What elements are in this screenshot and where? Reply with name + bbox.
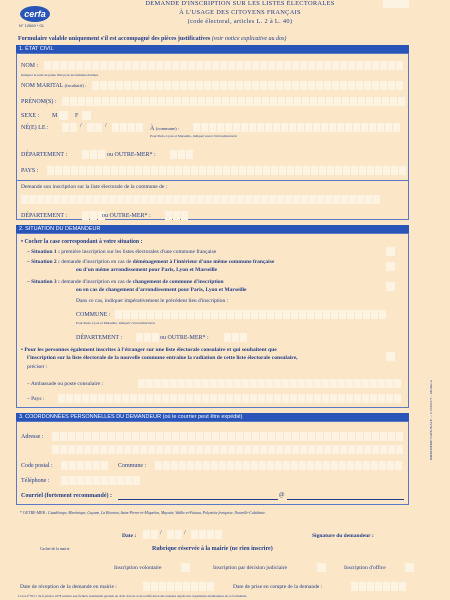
telephone-label: Téléphone : <box>21 478 50 484</box>
cocher-label: • Cocher la case correspondant à votre situation : <box>21 239 143 245</box>
signature-label: Signature du demandeur : <box>312 533 374 539</box>
date-month-field[interactable] <box>167 530 182 539</box>
nom-field[interactable] <box>44 61 403 70</box>
pays-consulaire-label: – Pays : <box>27 396 45 402</box>
insc-volontaire-label: Inscription volontaire <box>114 565 162 571</box>
commune-field[interactable] <box>155 461 402 470</box>
sexe-m-label: M <box>52 113 58 119</box>
prev-commune-hint: Pour Paris, Lyon et Marseille, indiquer l'arrondissement <box>76 321 155 325</box>
date-prise-field[interactable] <box>351 582 406 591</box>
insc-office-label: Inscription d'office <box>344 565 386 571</box>
nom-label: NOM : <box>21 63 39 69</box>
date-label: Date : <box>122 533 137 539</box>
footer-date-sep-1: / <box>160 530 162 536</box>
situation3-checkbox[interactable] <box>386 282 395 291</box>
form-title-line2: À L'USAGE DES CITOYENS FRANÇAIS <box>179 9 301 16</box>
sexe-f-checkbox[interactable] <box>82 111 91 120</box>
date-reception-label: Date de réception de la demande en mairie : <box>20 584 117 590</box>
insc-judiciaire-label: Inscription par décision judiciaire <box>213 565 288 571</box>
situation1-line: – Situation 1 : première inscription sur les listes électorales d'une commune française <box>27 249 217 255</box>
birth-commune-hint: Pour Paris, Lyon et Marseille, indiquer aussi l'arrondissement <box>150 134 237 138</box>
notice-line: Formulaire valable uniquement s'il est accompagné des pièces justificatives (voir notice explicative au dos) <box>18 36 287 42</box>
insc-volontaire-checkbox[interactable] <box>181 563 190 572</box>
date-sep-1: / <box>80 123 82 129</box>
footer-date-sep-2: / <box>184 530 186 536</box>
ambassade-field[interactable] <box>138 379 401 388</box>
cachet-label: Cachet de la mairie <box>40 547 70 551</box>
birth-year-field[interactable] <box>112 123 143 132</box>
etranger-checkbox[interactable] <box>386 352 395 361</box>
courriel-at: @ <box>279 492 285 498</box>
insc-office-checkbox[interactable] <box>405 563 414 572</box>
sexe-f-label: F <box>75 113 79 119</box>
imprimerie-sidebar: IMPRIMERIE NATIONALE — 0 101823 Y – Modèle A <box>429 380 433 461</box>
section2-title: 2. SITUATION DU DEMANDEUR <box>16 225 409 233</box>
courriel-field-user[interactable] <box>118 499 278 500</box>
sexe-m-checkbox[interactable] <box>59 111 68 120</box>
prenoms-label: PRÉNOM(S) : <box>21 99 57 105</box>
prev-commune-field[interactable] <box>115 310 386 319</box>
date-day-field[interactable] <box>143 530 158 539</box>
etranger-line1: • Pour les personnes également inscrites à l'étranger sur une liste électorale consulaire et qui souhaitent que <box>21 347 277 353</box>
situation3-line2: ou en cas de changement d'arrondissement pour Paris, Lyon et Marseille <box>76 287 247 293</box>
sexe-label: SEXE : <box>21 113 40 119</box>
prev-department-field[interactable] <box>136 333 159 342</box>
birth-commune-label: À (commune) : <box>150 126 179 132</box>
rubrique-label: Rubrique réservée à la mairie (ne rien inscrire) <box>152 546 273 552</box>
prev-outremer-field[interactable] <box>224 333 247 342</box>
pays-consulaire-field[interactable] <box>58 394 401 403</box>
form-title-line3: (code électoral, articles L. 2 à L. 40) <box>187 18 293 25</box>
etranger-line2: l'inscription sur la liste électorale de la nouvelle commune entraîne la radiation de cette liste électorale consulaire, <box>27 355 298 361</box>
prev-department-label: DÉPARTEMENT : <box>76 335 123 341</box>
situation3-line1: – Situation 3 : demande d'inscription en cas de changement de commune d'inscription <box>27 279 224 285</box>
prenoms-field[interactable] <box>62 97 405 106</box>
insc-judiciaire-checkbox[interactable] <box>317 563 326 572</box>
birth-outremer-field[interactable] <box>170 150 193 159</box>
ambassade-label: – Ambassade ou poste consulaire : <box>27 381 103 387</box>
form-number: N° 12669 * 01 <box>19 23 44 28</box>
telephone-field[interactable] <box>61 476 140 485</box>
outre-mer-note: * OUTRE-MER : Guadeloupe, Martinique, Guyane, La Réunion, Saint-Pierre-et-Miquelon, Mayotte, Wallis-et-Futuna, Polynésie française, Nouvelle-Calédonie. <box>20 511 266 515</box>
inscription-outremer-label: ou OUTRE-MER* : <box>102 213 151 219</box>
situation2-line1: – Situation 2 : demande d'inscription en cas de déménagement à l'intérieur d'une même commune française <box>27 259 275 265</box>
birth-department-field[interactable] <box>82 150 105 159</box>
demande-commune-field[interactable] <box>21 195 380 204</box>
inscription-department-label: DÉPARTEMENT : <box>21 213 68 219</box>
inscription-outremer-field[interactable] <box>165 211 188 220</box>
situation2-line2: ou d'un même arrondissement pour Paris, Lyon et Marseille <box>76 267 218 273</box>
situation1-checkbox[interactable] <box>386 247 395 256</box>
cerfa-logo: cerfa <box>20 6 50 22</box>
birth-country-field[interactable] <box>47 166 406 175</box>
divider <box>16 180 409 181</box>
date-sep-2: / <box>105 123 107 129</box>
date-reception-field[interactable] <box>143 582 214 591</box>
adresse-label: Adresse : <box>21 434 44 440</box>
birth-month-field[interactable] <box>87 123 102 132</box>
precedent-label: Dans ce cas, indiquer impérativement le précédent lieu d'inscription : <box>76 298 229 304</box>
nom-hint: Indiquer le nom de jeune fille pour les femmes mariées <box>21 73 99 77</box>
commune-label: Commune : <box>118 463 147 469</box>
date-year-field[interactable] <box>191 530 222 539</box>
bottom-note: La loi n°78-17 du 6 janvier 1978 relative aux fichiers nominatifs garantit un droit d'accès et de rectification des données auprès des organismes destinataires de ce formulaire. <box>18 594 248 598</box>
birth-commune-field[interactable] <box>193 123 400 132</box>
prev-outremer-label: ou OUTRE-MER* : <box>160 335 209 341</box>
code-postal-label: Code postal : <box>21 463 53 469</box>
birth-date-label: NÉ(E) LE : <box>21 125 49 131</box>
section1-title: 1. ÉTAT CIVIL <box>16 45 409 53</box>
birth-country-label: PAYS : <box>21 168 39 174</box>
nom-marital-field[interactable] <box>92 81 403 90</box>
date-prise-label: Date de prise en compte de la demande : <box>233 584 323 590</box>
prev-commune-label: COMMUNE : <box>76 312 111 318</box>
section3-title: 3. COORDONNÉES PERSONNELLES DU DEMANDEUR (où le courrier peut être expédié) <box>16 413 409 421</box>
birth-department-label: DÉPARTEMENT : <box>21 152 68 158</box>
demande-label: Demande son inscription sur la liste électorale de la commune de : <box>21 184 168 190</box>
courriel-field-domain[interactable] <box>287 499 404 500</box>
nom-marital-label: NOM MARITAL (facultatif) : <box>21 83 87 89</box>
situation2-checkbox[interactable] <box>386 262 395 271</box>
birth-outremer-label: ou OUTRE-MER* : <box>107 152 156 158</box>
birth-day-field[interactable] <box>62 123 77 132</box>
courriel-label: Courriel (fortement recommandé) : <box>21 493 113 499</box>
code-postal-field[interactable] <box>61 461 108 470</box>
adresse-field-1[interactable] <box>52 432 403 441</box>
reference-box <box>383 0 409 8</box>
form-title-line1: DEMANDE D'INSCRIPTION SUR LES LISTES ÉLECTORALES <box>145 0 335 7</box>
preciser-label: préciser : <box>27 364 48 370</box>
adresse-field-2[interactable] <box>52 445 403 454</box>
